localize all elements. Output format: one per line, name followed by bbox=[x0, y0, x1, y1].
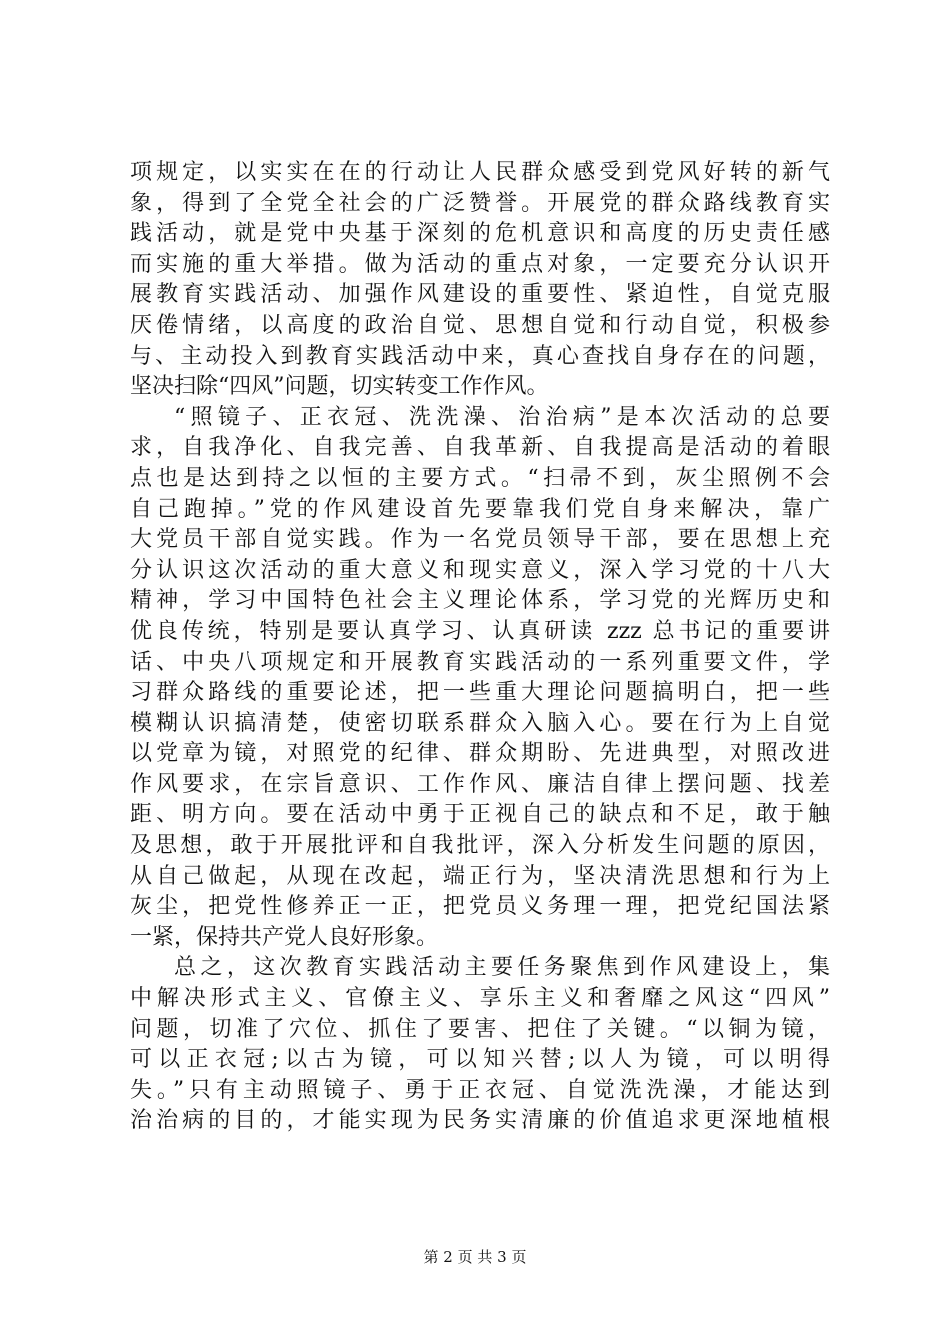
page-footer: 第 2 页 共 3 页 bbox=[423, 1248, 527, 1266]
text-line: 灰尘，把党性修养正一正，把党员义务理一理，把党纪国法紧 bbox=[130, 894, 830, 920]
text-line: 坚决扫除“四风”问题，切实转变工作作风。 bbox=[130, 374, 549, 400]
text-line: 践活动，就是党中央基于深刻的危机意识和高度的历史责任感 bbox=[130, 221, 830, 247]
text-line: 失。”只有主动照镜子、勇于正衣冠、自觉洗洗澡，才能达到 bbox=[130, 1077, 830, 1103]
text-line: 话、中央八项规定和开展教育实践活动的一系列重要文件，学 bbox=[130, 649, 830, 675]
text-line: 而实施的重大举措。做为活动的重点对象，一定要充分认识开 bbox=[130, 251, 830, 277]
text-line: 距、明方向。要在活动中勇于正视自己的缺点和不足，敢于触 bbox=[130, 802, 830, 828]
text-line: 问题，切准了穴位、抓住了要害、把住了关键。“以铜为镜， bbox=[130, 1016, 830, 1042]
text-line: 精神，学习中国特色社会主义理论体系，学习党的光辉历史和 bbox=[130, 588, 830, 614]
text-line: 治治病的目的，才能实现为民务实清廉的价值追求更深地植根 bbox=[130, 1108, 830, 1134]
text-line: 分认识这次活动的重大意义和现实意义，深入学习党的十八大 bbox=[130, 557, 830, 583]
text-line: 一紧，保持共产党人良好形象。 bbox=[130, 924, 439, 950]
text-line: 与、主动投入到教育实践活动中来，真心查找自身存在的问题， bbox=[130, 343, 830, 369]
text-line: 以党章为镜，对照党的纪律、群众期盼、先进典型，对照改进 bbox=[130, 741, 830, 767]
body-text bbox=[130, 158, 830, 1137]
text-line: 大党员干部自觉实践。作为一名党员领导干部，要在思想上充 bbox=[130, 527, 830, 553]
text-line: 习群众路线的重要论述，把一些重大理论问题搞明白，把一些 bbox=[130, 680, 830, 706]
text-line: 厌倦情绪，以高度的政治自觉、思想自觉和行动自觉，积极参 bbox=[130, 312, 830, 338]
text-line: 象，得到了全党全社会的广泛赞誉。开展党的群众路线教育实 bbox=[130, 190, 830, 216]
text-line: “照镜子、正衣冠、洗洗澡、治治病”是本次活动的总要 bbox=[174, 404, 830, 430]
text-line: 项规定，以实实在在的行动让人民群众感受到党风好转的新气 bbox=[130, 160, 830, 185]
text-line: 优良传统，特别是要认真学习、认真研读 zzz 总书记的重要讲 bbox=[130, 618, 830, 644]
text-line: 中解决形式主义、官僚主义、享乐主义和奢靡之风这“四风” bbox=[130, 986, 830, 1012]
text-line: 作风要求，在宗旨意识、工作作风、廉洁自律上摆问题、找差 bbox=[130, 771, 830, 797]
text-line: 点也是达到持之以恒的主要方式。“扫帚不到，灰尘照例不会 bbox=[130, 465, 830, 491]
text-line: 展教育实践活动、加强作风建设的重要性、紧迫性，自觉克服 bbox=[130, 282, 830, 308]
text-line: 自己跑掉。”党的作风建设首先要靠我们党自身来解决，靠广 bbox=[130, 496, 830, 522]
text-line: 及思想，敢于开展批评和自我批评，深入分析发生问题的原因， bbox=[130, 833, 830, 859]
text-line: 从自己做起，从现在改起，端正行为，坚决清洗思想和行为上 bbox=[130, 863, 830, 889]
text-line: 求，自我净化、自我完善、自我革新、自我提高是活动的着眼 bbox=[130, 435, 830, 461]
text-line: 模糊认识搞清楚，使密切联系群众入脑入心。要在行为上自觉 bbox=[130, 710, 830, 736]
text-line: 总之，这次教育实践活动主要任务聚焦到作风建设上，集 bbox=[174, 955, 830, 981]
text-line: 可以正衣冠;以古为镜，可以知兴替;以人为镜，可以明得 bbox=[130, 1047, 830, 1073]
